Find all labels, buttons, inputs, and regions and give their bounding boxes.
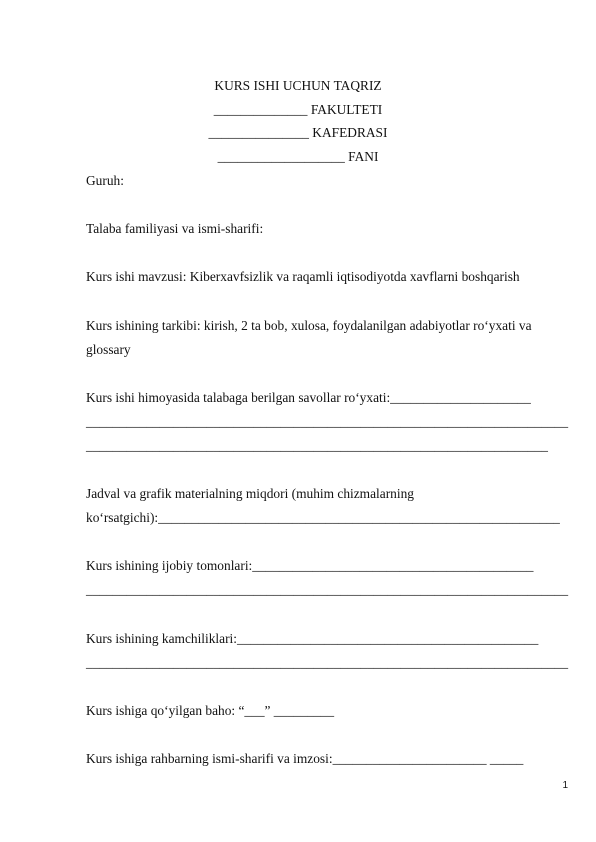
shortcomings-line-2: ________________________________________________________________________ bbox=[86, 655, 569, 670]
department-line: _______________ KAFEDRASI bbox=[208, 125, 388, 140]
faculty-line: ______________ FAKULTETI bbox=[213, 102, 383, 117]
page-number: 1 bbox=[562, 780, 568, 791]
supervisor-signature-field: Kurs ishiga rahbarning ismi-sharifi va imzosi:_______________________ _____ bbox=[86, 751, 524, 766]
tables-field-line-1: Jadval va grafik materialning miqdori (muhim chizmalarning bbox=[86, 486, 414, 501]
student-name-field: Talaba familiyasi va ismi-sharifi: bbox=[86, 221, 264, 236]
positive-aspects-line-2: ________________________________________________________________________ bbox=[86, 582, 569, 597]
subject-line: ___________________ FANI bbox=[217, 149, 379, 164]
grade-field: Kurs ishiga qo‘yilgan baho: “___” _________ bbox=[86, 703, 335, 718]
shortcomings-line-1: Kurs ishining kamchiliklari:_____________________________________________ bbox=[86, 631, 539, 646]
positive-aspects-line-1: Kurs ishining ijobiy tomonlari:__________________________________________ bbox=[86, 558, 534, 573]
topic-field: Kurs ishi mavzusi: Kiberxavfsizlik va raqamli iqtisodiyotda xavflarni boshqarish bbox=[86, 269, 520, 284]
tables-field-line-2: ko‘rsatgichi):____________________________________________________________ bbox=[86, 510, 560, 525]
questions-field-line-2: ________________________________________________________________________ bbox=[86, 414, 569, 429]
structure-field-line-2: glossary bbox=[86, 342, 131, 357]
group-field: Guruh: bbox=[86, 173, 124, 188]
questions-field-line-3: _____________________________________________________________________ bbox=[86, 438, 548, 453]
questions-field-line-1: Kurs ishi himoyasida talabaga berilgan savollar ro‘yxati:_____________________ bbox=[86, 390, 531, 405]
page-title: KURS ISHI UCHUN TAQRIZ bbox=[214, 78, 382, 93]
structure-field-line-1: Kurs ishining tarkibi: kirish, 2 ta bob, xulosa, foydalanilgan adabiyotlar ro‘yxati va bbox=[86, 318, 532, 333]
